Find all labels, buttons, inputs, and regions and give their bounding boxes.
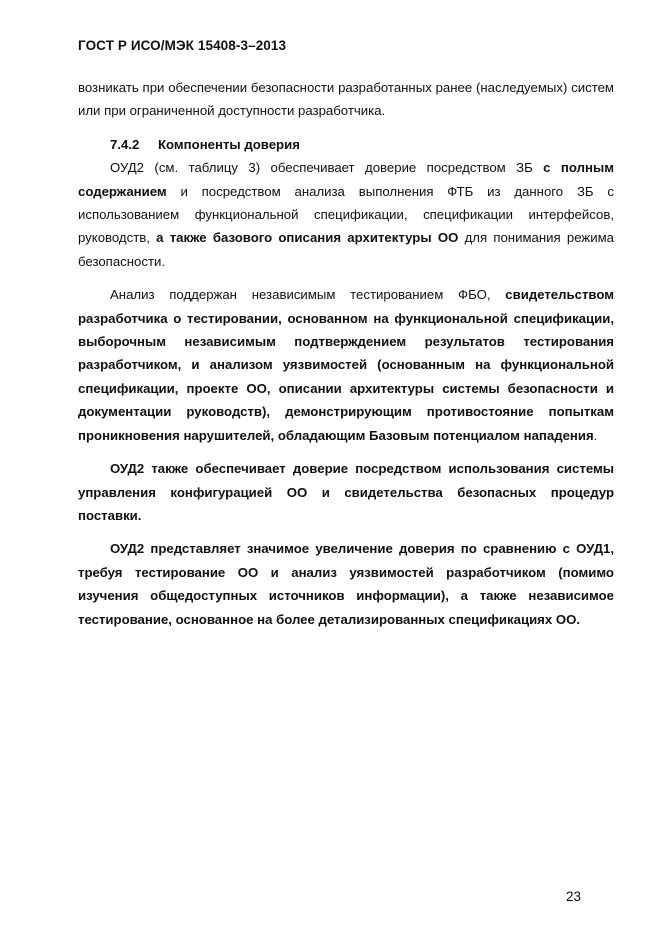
paragraph-text: для понимания режима безопасности. xyxy=(78,230,614,269)
continuation-paragraph: возникать при обеспечении безопасности разработанных ранее (наследуемых) систем или при ограниченной доступности разработчика. xyxy=(78,80,614,119)
paragraph-text: ОУД2 (см. таблицу 3) обеспечивает доверие посредством ЗБ xyxy=(110,160,544,176)
paragraph-configuration-management: ОУД2 также обеспечивает доверие посредством использования системы управления конфигурацией ОО и свидетельства безопасных процедур поставки. xyxy=(78,461,614,523)
page-number: 23 xyxy=(566,889,582,904)
emphasis-text: а также базового описания архитектуры ОО xyxy=(156,230,459,246)
section-number: 7.4.2 xyxy=(110,136,140,152)
document-body xyxy=(78,76,614,631)
standard-header: ГОСТ Р ИСО/МЭК 15408-3–2013 xyxy=(78,38,287,53)
emphasis-text: с полным содержанием xyxy=(78,160,614,199)
paragraph-assurance-increase: ОУД2 представляет значимое увеличение доверия по сравнению с ОУД1, требуя тестирование ОО и анализ уязвимостей разработчиком (помимо изучения общедоступных источников информации), а также независимое тестирование, основанное на более детализированных спецификациях ОО. xyxy=(78,541,614,627)
paragraph-text: и посредством анализа выполнения ФТБ из данного ЗБ с использованием функциональной спецификации, спецификации интерфейсов, руководств, xyxy=(78,183,614,246)
section-title: Компоненты доверия xyxy=(158,136,300,152)
paragraph-assurance-basis xyxy=(78,156,614,273)
paragraph-text: . xyxy=(593,427,598,443)
emphasis-text: свидетельством разработчика о тестировании, основанном на функциональной спецификации, выборочным независимым подтверждением результатов тестирования разработчиком, и анализом уязвимостей (основанным на функциональной спецификации, проекте ОО, описании архитектуры системы безопасности и документации руководств), демонстрирующим противостояние попыткам проникновения нарушителей, обладающим Базовым потенциалом нападения xyxy=(78,287,614,443)
paragraph-text: Анализ поддержан независимым тестированием ФБО, xyxy=(110,287,506,303)
section-heading xyxy=(78,133,614,156)
paragraph-analysis xyxy=(78,283,614,447)
